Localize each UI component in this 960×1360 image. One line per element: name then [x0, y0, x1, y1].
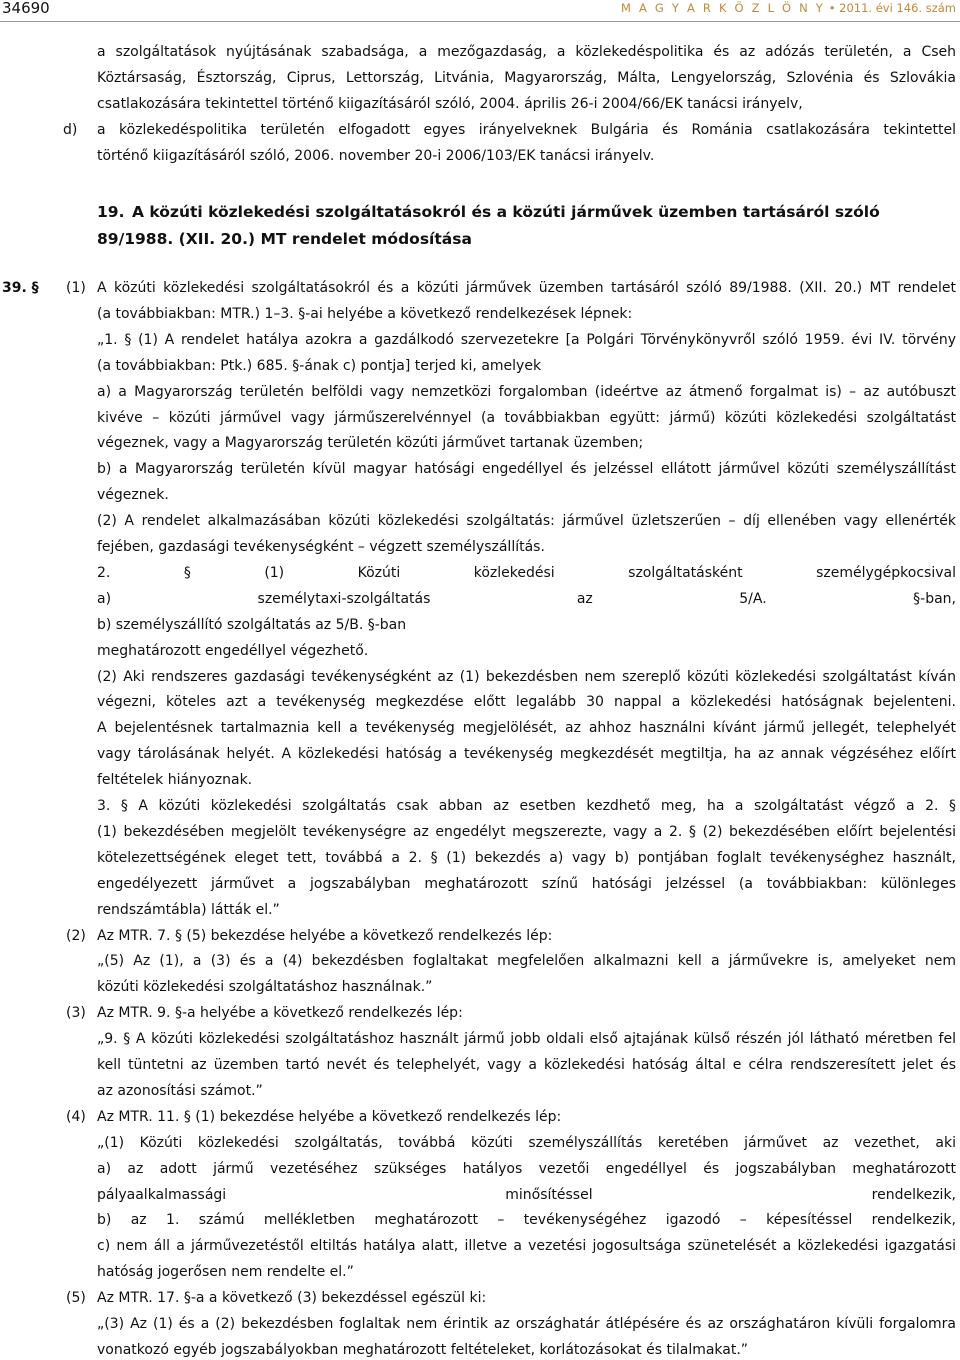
subsection-line: b) személyszállító szolgáltatás az 5/B. §-ban	[97, 616, 407, 633]
subsection-line: „1. § (1) A rendelet hatálya azokra a gazdálkodó szervezetekre [a Polgári Törvénykönyvről szóló 1959. évi IV. törvény	[97, 331, 956, 348]
subsection-line: c) nem áll a járművezetéstől eltiltás hatálya alatt, illetve a vezetési jogosultsága szünetelését a közlekedési igazgatási	[97, 1238, 956, 1255]
subsection-line: „9. § A közúti közlekedési szolgáltatáshoz használt jármű jobb oldali első ajtajának külső részén jól látható méretben fel	[97, 1031, 956, 1048]
item-d-line: a közlekedéspolitika területén elfogadott egyes irányelveknek Bulgária és Románia csatlakozására tekintettel	[97, 121, 956, 138]
subsection-marker: (4)	[66, 1108, 86, 1125]
journal-name: M A G Y A R K Ö Z L Ö N Y	[621, 1, 826, 15]
subsection-line: végeznek, vagy a Magyarország területén közúti járművet tartanak üzemben;	[97, 435, 644, 452]
page-header	[0, 0, 960, 22]
subsection-line: (1) bekezdésében megjelölt tevékenységre az engedélyt megszerezte, vagy a 2. § (2) bekezdésében előírt bejelentési	[97, 823, 956, 840]
subsection-line: a) a Magyarország területén belföldi vagy nemzetközi forgalomban (ideértve az átmenő forgalmat is) – az autóbuszt	[97, 383, 956, 400]
subsection-marker: (2)	[66, 927, 86, 944]
subsection-line: feltételek hiányoznak.	[97, 772, 253, 789]
journal-title	[621, 1, 956, 15]
subsection-line: vagy tárolásának helyét. A közlekedési hatóság a tevékenység megkezdését megtiltja, ha az annak végzéséhez előírt	[97, 746, 956, 763]
subsection-line: a) az adott jármű vezetéséhez szükséges hatályos vezetői engedéllyel és jogszabályban meghatározott	[97, 1160, 956, 1177]
subsection-line: végezni, köteles azt a tevékenység megkezdése előtt legalább 30 nappal a közlekedési hatóságnak bejelenteni.	[97, 694, 956, 711]
subsection-marker: (3)	[66, 1005, 86, 1022]
subsection-line: kell tüntetni az üzemben tartó nevét és telephelyét, vagy a közlekedési hatóság által e célra rendszeresített jelet és	[97, 1057, 956, 1073]
subsection-line: (a továbbiakban: Ptk.) 685. §-ának c) pontja] terjed ki, amelyek	[97, 357, 542, 374]
subsection-line: közúti közlekedési szolgáltatáshoz használnak.”	[97, 979, 433, 996]
intro-line: Köztársaság, Észtország, Ciprus, Lettország, Litvánia, Magyarország, Málta, Lengyelország, Szlovénia és Szlovákia	[97, 69, 956, 86]
subsection-marker: (5)	[66, 1290, 86, 1307]
section-title: A közúti közlekedési szolgáltatásokról és a közúti járművek üzemben tartásáról szóló	[132, 203, 880, 221]
subsection-line: Az MTR. 9. §-a helyébe a következő rendelkezés lép:	[97, 1005, 463, 1022]
subsection-line: Az MTR. 17. §-a a következő (3) bekezdéssel egészül ki:	[97, 1290, 487, 1307]
subsection-line: 2. § (1) Közúti közlekedési szolgáltatásként személygépkocsival	[97, 564, 956, 581]
paragraph-number: 39. §	[2, 280, 39, 296]
subsection-line: 3. § A közúti közlekedési szolgáltatás csak abban az esetben kezdhető meg, ha a szolgáltatást végző a 2. §	[97, 798, 956, 814]
subsection-line: A közúti közlekedési szolgáltatásokról és a közúti járművek üzemben tartásáról szóló 89/1988. (XII. 20.) MT rendelet	[97, 280, 956, 296]
subsection-line: kivéve – közúti járművel vagy járműszerelvénnyel (a továbbiakban együtt: jármű) közúti közlekedési szolgáltatást	[97, 409, 956, 426]
item-d-line: történő kiigazításáról szóló, 2006. november 20-i 2006/103/EK tanácsi irányelv.	[97, 147, 655, 164]
header-rule	[0, 21, 960, 22]
subsection-line: (2) A rendelet alkalmazásában közúti közlekedési szolgáltatás: járművel üzletszerűen – díj ellenében vagy ellenérték	[97, 513, 956, 530]
subsection-line: (a továbbiakban: MTR.) 1–3. §-ai helyébe a következő rendelkezések lépnek:	[97, 305, 633, 322]
subsection-line: a) személytaxi-szolgáltatás az 5/A. §-ban,	[97, 590, 956, 607]
subsection-line: A bejelentésnek tartalmaznia kell a tevékenység megjelölését, az ahhoz használni kívánt jármű jellegét, telephelyét	[97, 720, 956, 737]
subsection-line: hatóság jogerősen nem rendelte el.”	[97, 1264, 354, 1281]
list-marker: d)	[63, 121, 78, 138]
subsection-line: pályaalkalmassági minősítéssel rendelkezik,	[97, 1186, 956, 1203]
subsection-line: b) a Magyarország területén kívül magyar hatósági engedéllyel és jelzéssel ellátott járművel közúti személyszállítást	[97, 461, 956, 478]
subsection-line: „(1) Közúti közlekedési szolgáltatás, továbbá közúti személyszállítás keretében járművet az vezethet, aki	[97, 1134, 956, 1151]
intro-line: csatlakozására tekintettel történő kiigazításáról szóló, 2004. április 26-i 2004/66/EK tanácsi irányelv,	[97, 95, 803, 112]
subsection-line: meghatározott engedéllyel végezhető.	[97, 642, 369, 659]
subsection-line: Az MTR. 11. § (1) bekezdése helyébe a következő rendelkezés lép:	[97, 1108, 562, 1125]
subsection-line: kötelezettségének eleget tett, továbbá a 2. § (1) bekezdés a) vagy b) pontjában foglalt tevékenységhez használt,	[97, 849, 956, 866]
subsection-line: (2) Aki rendszeres gazdasági tevékenységként az (1) bekezdésben nem szereplő közúti közlekedési szolgáltatást kíván	[97, 668, 956, 685]
subsection-line: vonatkozó egyéb jogszabályokban meghatározott feltételeket, korlátozásokat és tilalmakat.”	[97, 1341, 749, 1358]
subsection-marker: (1)	[66, 280, 86, 296]
journal-issue: • 2011. évi 146. szám	[825, 1, 956, 15]
subsection-line: Az MTR. 7. § (5) bekezdése helyébe a következő rendelkezés lép:	[97, 927, 553, 944]
subsection-line: végeznek.	[97, 487, 169, 504]
subsection-line: rendszámtábla) látták el.”	[97, 901, 280, 918]
subsection-line: az azonosítási számot.”	[97, 1082, 263, 1099]
subsection-line: fejében, gazdasági tevékenységként – végzett személyszállítás.	[97, 539, 545, 555]
intro-line: a szolgáltatások nyújtásának szabadsága, a mezőgazdaság, a közlekedéspolitika és az adózás területén, a Cseh	[97, 44, 956, 60]
page-number: 34690	[2, 0, 50, 17]
subsection-line: „(5) Az (1), a (3) és a (4) bekezdésben foglaltakat megfelelően alkalmazni kell a járművekre is, amelyeket nem	[97, 953, 956, 970]
subsection-line: b) az 1. számú mellékletben meghatározott – tevékenységéhez igazodó – képesítéssel rendelkezik,	[97, 1212, 956, 1229]
subsection-line: „(3) Az (1) és a (2) bekezdésben foglaltak nem érintik az országhatár átlépésére és az országhatáron kívüli forgalomra	[97, 1316, 956, 1332]
section-number: 19.	[97, 203, 125, 221]
subsection-line: engedélyezett járművet a jogszabályban meghatározott színű hatósági jelzéssel (a továbbiakban: különleges	[97, 875, 956, 892]
section-title: 89/1988. (XII. 20.) MT rendelet módosítása	[97, 230, 472, 248]
